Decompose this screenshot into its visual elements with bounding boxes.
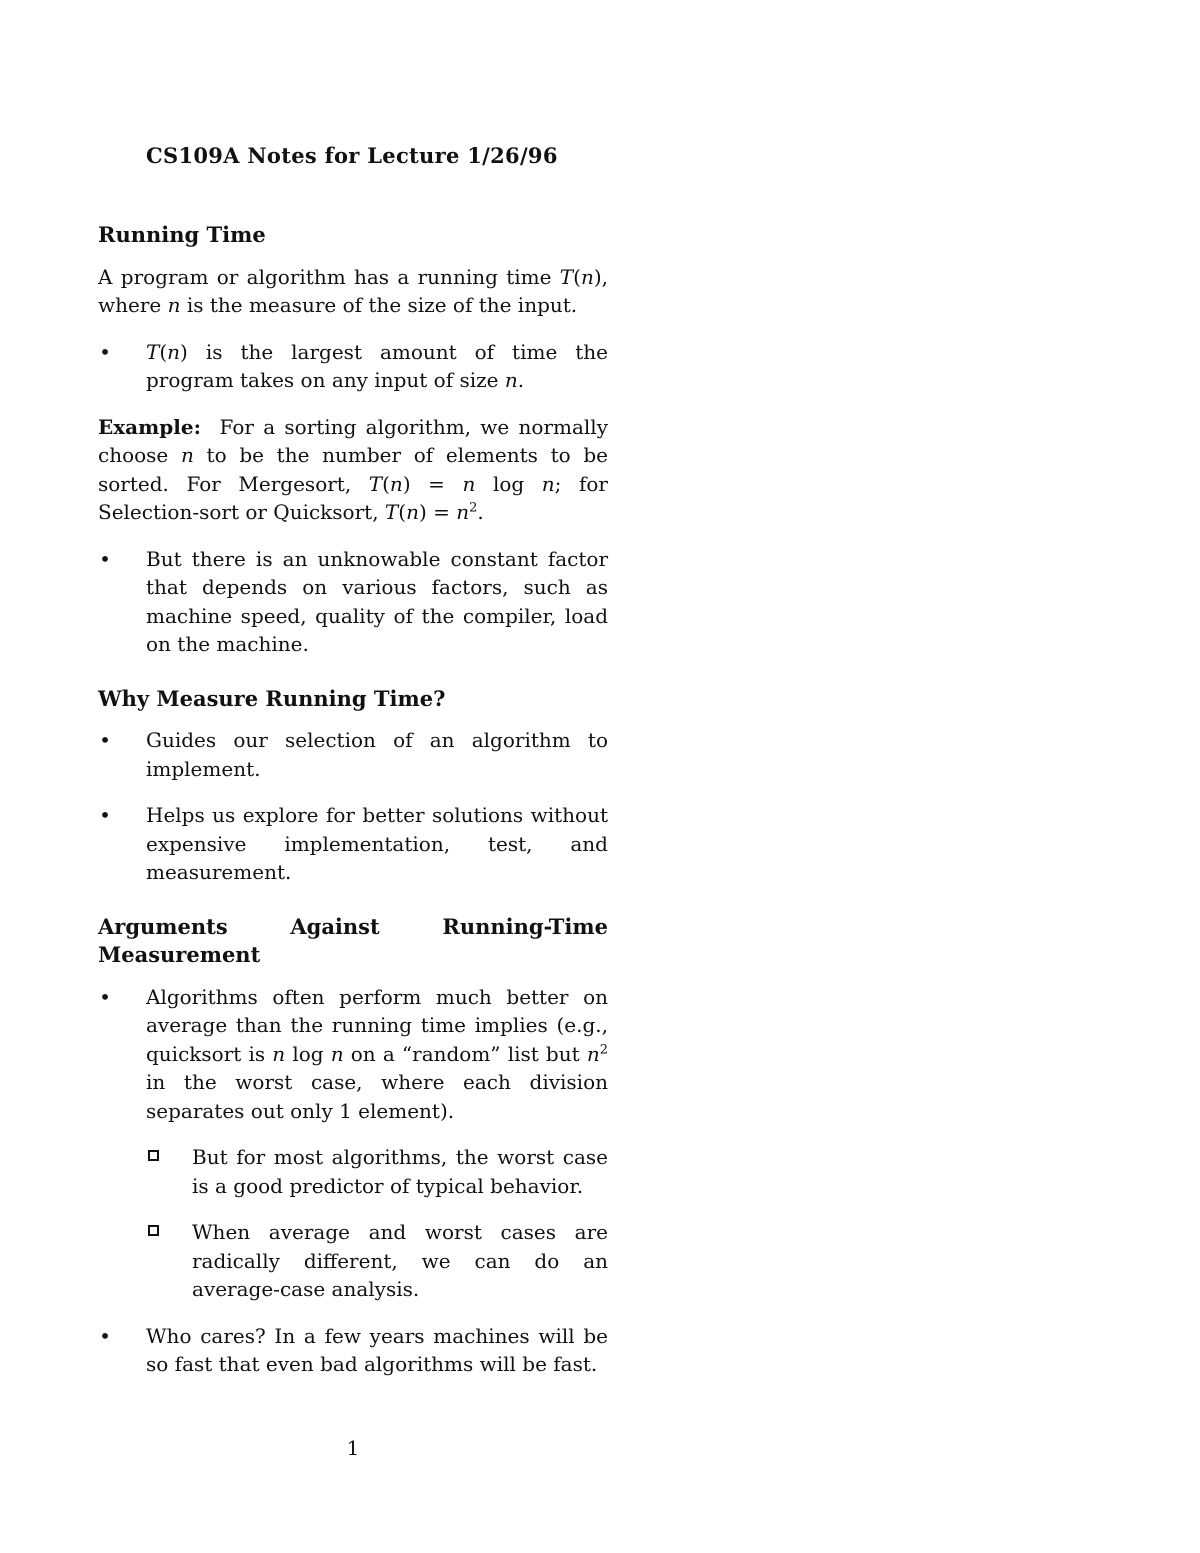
bullet-item (98, 726, 608, 783)
paragraph-running-time-intro: A program or algorithm has a running time T(n), where n is the measure of the size of the input. (98, 264, 608, 317)
sub-bullet-item (146, 1218, 608, 1304)
bullet-text: Helps us explore for better solutions without expensive implementation, test, and measurement. (146, 803, 608, 884)
sub-bullet-item (146, 1143, 608, 1200)
sub-bullet-text: When average and worst cases are radically different, we can do an average-case analysis. (192, 1220, 608, 1301)
bullet-text: Algorithms often perform much better on average than the running time implies (e.g., quicksort is n log n on a “random” list but $n^2$ in the worst case, where each division separates out only 1 element). (146, 984, 608, 1123)
sub-bullet-text: But for most algorithms, the worst case is a good predictor of typical behavior. (192, 1145, 608, 1198)
bullet-text: Guides our selection of an algorithm to implement. (146, 728, 608, 781)
bullet-text: Who cares? In a few years machines will be so fast that even bad algorithms will be fast. (146, 1323, 608, 1376)
bullet-item (98, 338, 608, 395)
bullet-item (98, 983, 608, 1126)
bullet-item (98, 545, 608, 659)
section-heading-why-measure: Why Measure Running Time? (98, 685, 446, 711)
square-bullet-icon (148, 1150, 159, 1161)
bullet-icon: • (99, 339, 111, 364)
bullet-icon: • (99, 728, 111, 752)
bullet-icon: • (99, 803, 111, 827)
bullet-text: T(n) is the largest amount of time the program takes on any input of size n. (146, 339, 608, 392)
section-heading-arguments-against: Arguments Against Running-Time Measurement (98, 913, 608, 967)
bullet-icon: • (99, 984, 111, 1009)
square-bullet-icon (148, 1225, 159, 1236)
bullet-icon: • (99, 546, 111, 571)
bullet-text: But there is an unknowable constant factor that depends on various factors, such as machine speed, quality of the compiler, load on the machine. (146, 546, 608, 656)
content-column (98, 221, 608, 1379)
section-heading-running-time: Running Time (98, 222, 266, 247)
document-title: CS109A Notes for Lecture 1/26/96 (146, 143, 558, 168)
paragraph-example: Example: For a sorting algorithm, we normally choose n to be the number of elements to be sorted. For Mergesort, T(n) = n log n; for Selection-sort or Quicksort, $T(n) = n^2$. (98, 414, 609, 524)
example-label: Example: (98, 414, 201, 439)
bullet-item (98, 1322, 608, 1379)
bullet-item (98, 801, 608, 887)
page-number: 1 (346, 1436, 360, 1460)
bullet-icon: • (99, 1323, 111, 1348)
